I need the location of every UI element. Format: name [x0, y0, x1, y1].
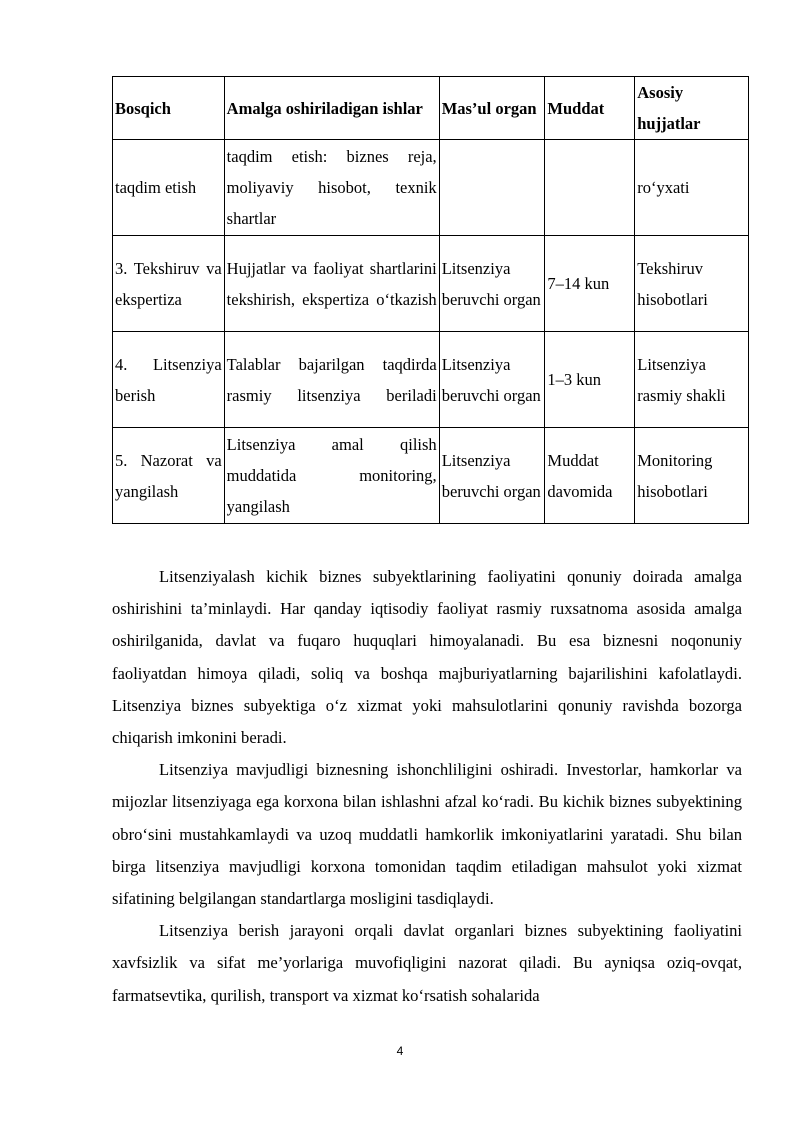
- cell-work: taqdim etish: biznes reja, moliyaviy hisobot, texnik shartlar: [224, 140, 439, 236]
- table-row: [113, 428, 749, 524]
- cell-docs: Litsenziya rasmiy shakli: [635, 332, 749, 428]
- header-work: Amalga oshiriladigan ishlar: [224, 77, 439, 140]
- cell-stage: 3. Tekshiruv va ekspertiza: [113, 236, 225, 332]
- cell-organ: Litsenziya beruvchi organ: [439, 332, 545, 428]
- table-header-row: [113, 77, 749, 140]
- page-number: 4: [396, 1044, 404, 1058]
- cell-work: Litsenziya amal qilish muddatida monitoring, yangilash: [224, 428, 439, 524]
- cell-term: Muddat davomida: [545, 428, 635, 524]
- cell-docs: Tekshiruv hisobotlari: [635, 236, 749, 332]
- table-row: [113, 332, 749, 428]
- cell-organ: [439, 140, 545, 236]
- cell-organ: Litsenziya beruvchi organ: [439, 236, 545, 332]
- cell-docs: Monitoring hisobotlari: [635, 428, 749, 524]
- licensing-stages-table: [112, 76, 749, 524]
- cell-term: [545, 140, 635, 236]
- cell-docs: ro‘yxati: [635, 140, 749, 236]
- paragraph: Litsenziya berish jarayoni orqali davlat organlari biznes subyektining faoliyatini xavfsizlik va sifat me’yorlariga muvofiqligini nazorat qiladi. Bu ayniqsa oziq-ovqat, farmatsevtika, qurilish, transport va xizmat ko‘rsatish sohalarida: [112, 921, 742, 1005]
- cell-term: 7–14 kun: [545, 236, 635, 332]
- header-stage: Bosqich: [113, 77, 225, 140]
- header-organ: Mas’ul organ: [439, 77, 545, 140]
- cell-organ: Litsenziya beruvchi organ: [439, 428, 545, 524]
- table-row: [113, 140, 749, 236]
- cell-work: Hujjatlar va faoliyat shartlarini tekshirish, ekspertiza o‘tkazish: [224, 236, 439, 332]
- header-docs: Asosiy hujjatlar: [635, 77, 749, 140]
- header-term: Muddat: [545, 77, 635, 140]
- cell-stage: 5. Nazorat va yangilash: [113, 428, 225, 524]
- body-text: [112, 561, 742, 1012]
- cell-work: Talablar bajarilgan taqdirda rasmiy litsenziya beriladi: [224, 332, 439, 428]
- cell-stage: taqdim etish: [113, 140, 225, 236]
- paragraph: Litsenziya mavjudligi biznesning ishonchliligini oshiradi. Investorlar, hamkorlar va mijozlar litsenziyaga ega korxona bilan ishlashni afzal ko‘radi. Bu kichik biznes subyektining obro‘sini mustahkamlaydi va uzoq muddatli hamkorlik imkoniyatlarini yaratadi. Shu bilan birga litsenziya mavjudligi korxona tomonidan taqdim etiladigan mahsulot yoki xizmat sifatining belgilangan standartlarga mosligini tasdiqlaydi.: [112, 760, 742, 909]
- table-row: [113, 236, 749, 332]
- cell-term: 1–3 kun: [545, 332, 635, 428]
- cell-stage: 4. Litsenziya berish: [113, 332, 225, 428]
- paragraph: Litsenziyalash kichik biznes subyektlarining faoliyatini qonuniy doirada amalga oshirishini ta’minlaydi. Har qanday iqtisodiy faoliyat rasmiy ruxsatnoma asosida amalga oshirilganida, davlat va fuqaro huquqlari himoyalanadi. Bu esa biznesni noqonuniy faoliyatdan himoya qiladi, soliq va boshqa majburiyatlarning bajarilishini kafolatlaydi. Litsenziya biznes subyektiga o‘z xizmat yoki mahsulotlarini qonuniy ravishda bozorga chiqarish imkonini beradi.: [112, 567, 742, 748]
